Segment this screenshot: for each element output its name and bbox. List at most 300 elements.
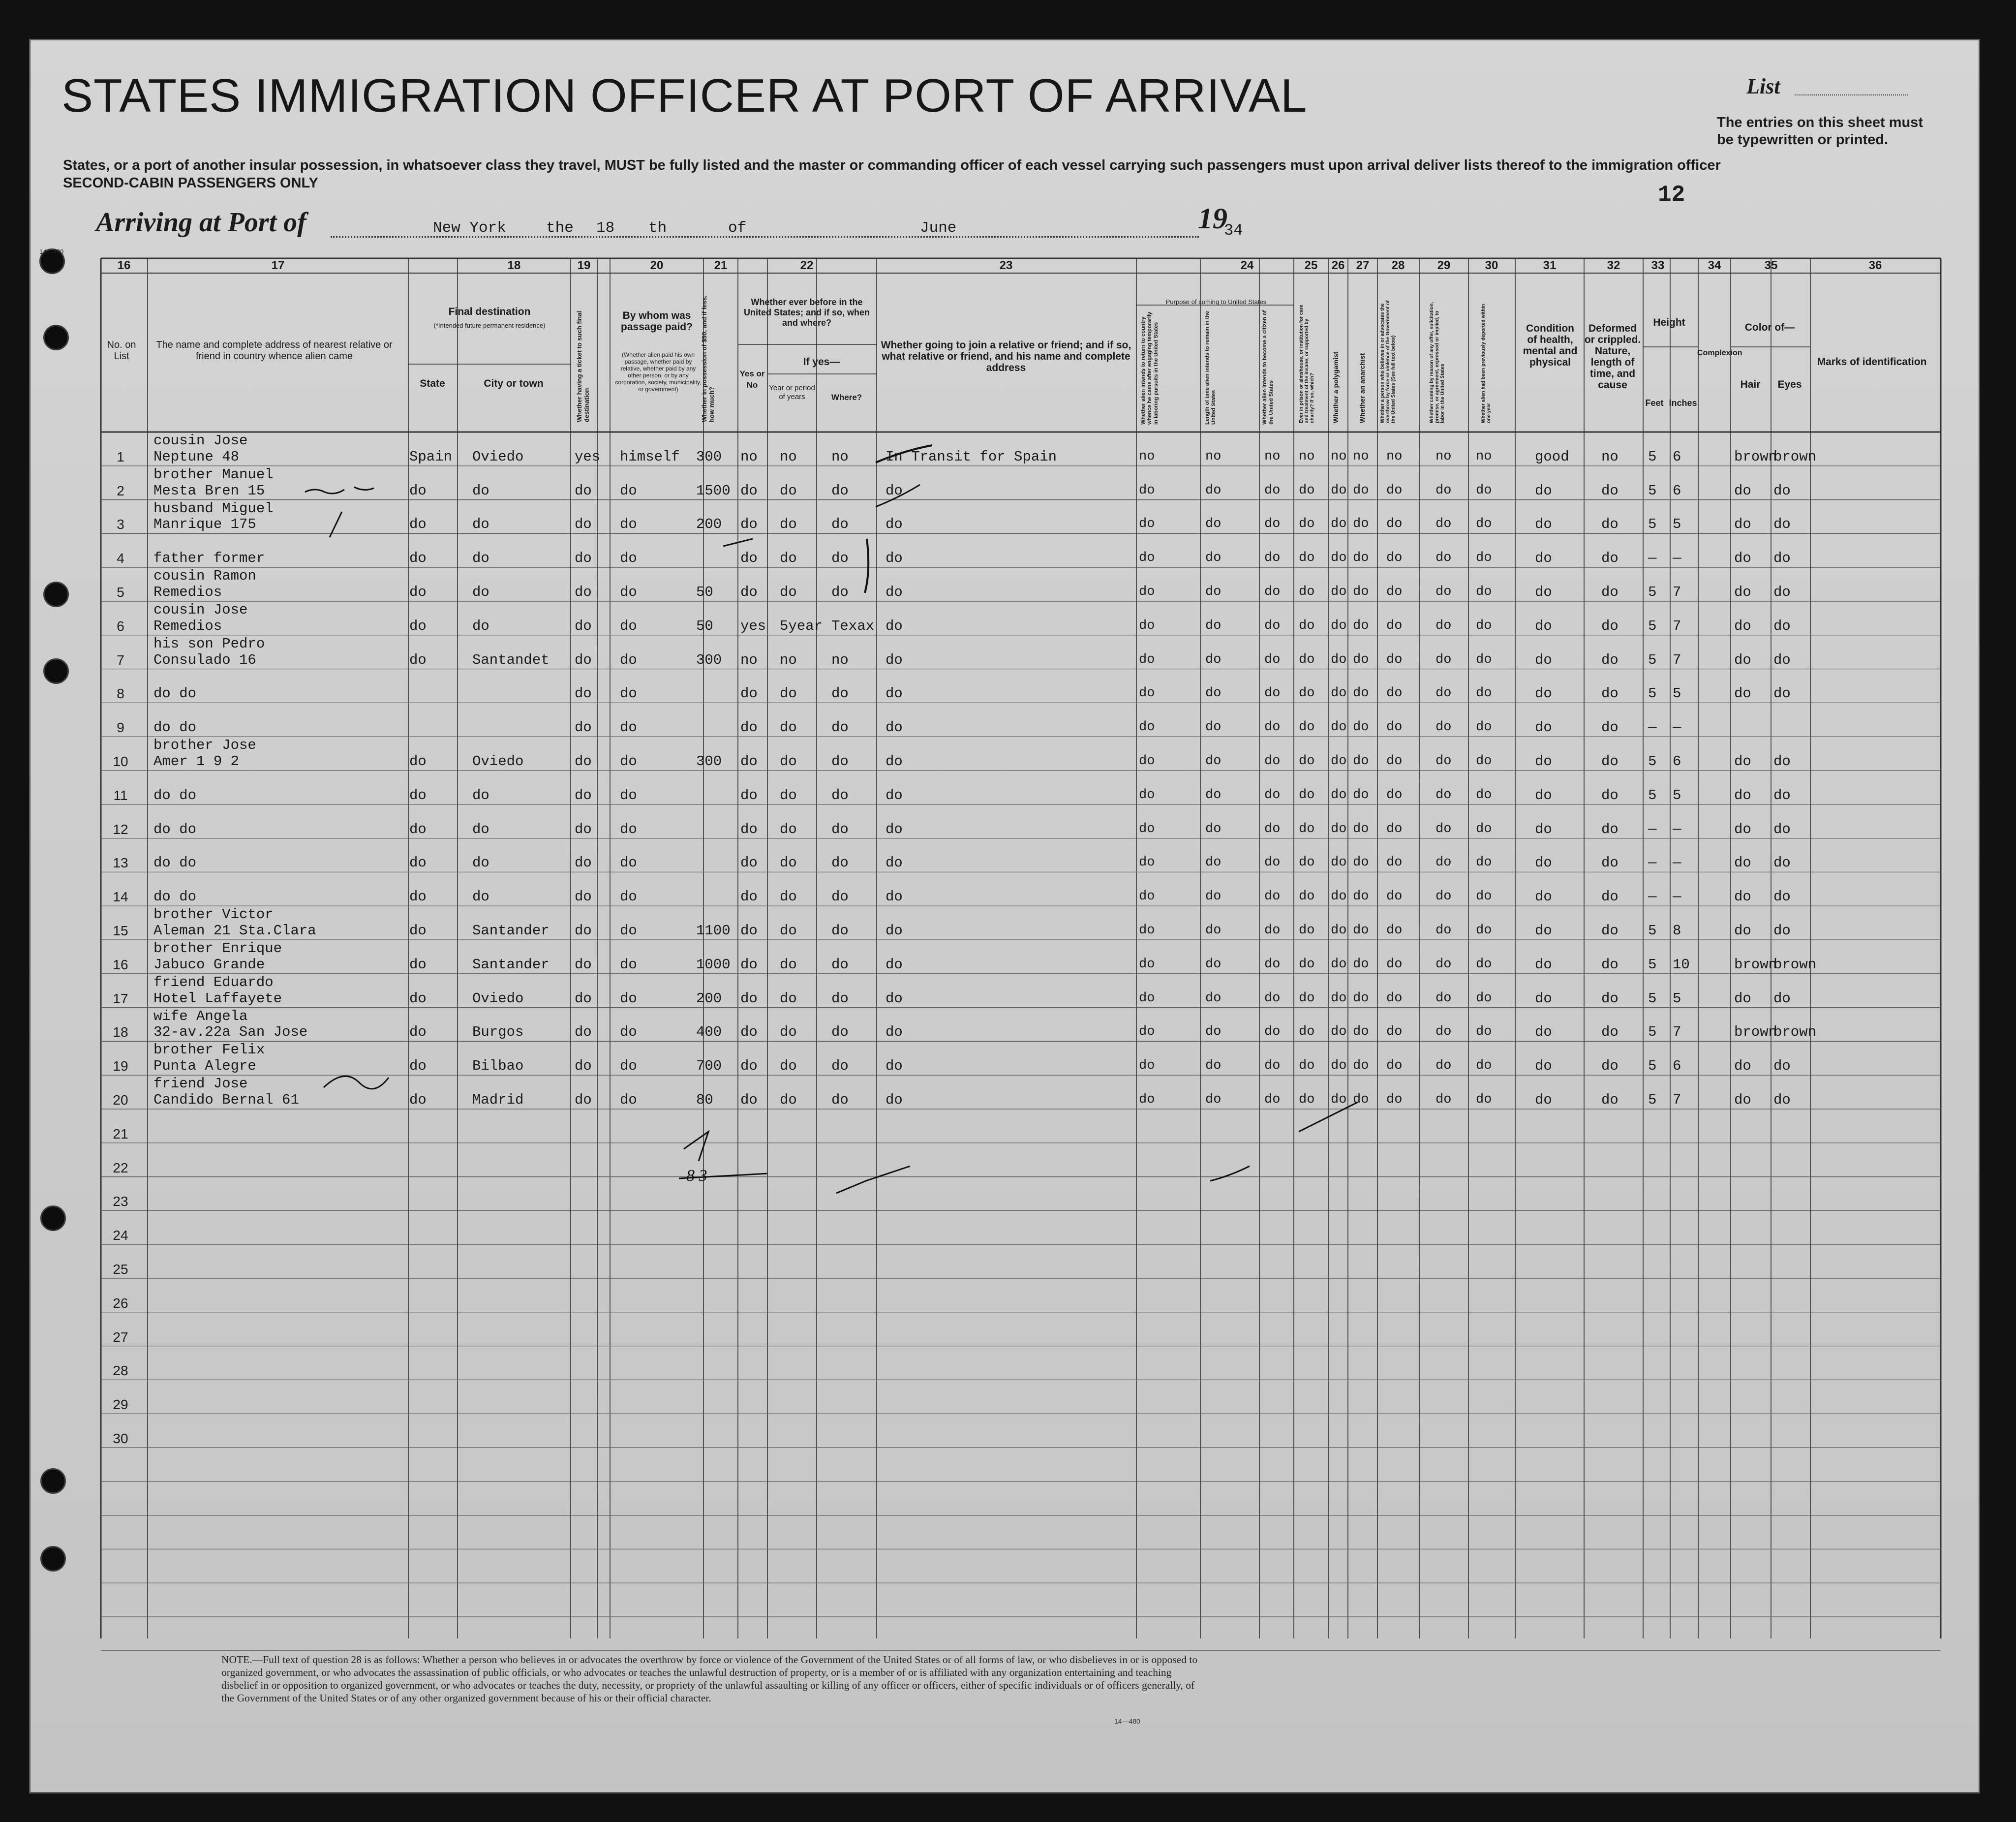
header-ticket: Whether having a ticket to such final destination: [576, 310, 590, 422]
cell-in: 6: [1673, 448, 1681, 465]
cell-deformed: do: [1601, 1024, 1619, 1041]
cell-city: Oviedo: [472, 753, 524, 770]
cell-ft: 5: [1648, 482, 1657, 499]
cell-p2: do: [1205, 1092, 1222, 1107]
cell-join: do: [886, 482, 903, 499]
cell-paid: himself: [620, 448, 680, 465]
cell-join: do: [886, 787, 903, 803]
cell-deformed: do: [1601, 685, 1619, 702]
cell-ticket: do: [575, 990, 592, 1007]
cell-c26: do: [1331, 618, 1347, 633]
cell-money: 80: [696, 1092, 713, 1108]
cell-hair: do: [1734, 787, 1751, 803]
cell-c27: do: [1353, 754, 1369, 769]
cell-p2: do: [1205, 855, 1222, 870]
cell-join: do: [886, 685, 903, 702]
cell-in: 6: [1673, 1058, 1681, 1075]
cell-p1: do: [1139, 889, 1155, 904]
cell-state: do: [409, 1024, 427, 1041]
row-number: 23: [113, 1194, 128, 1209]
cell-c30: do: [1476, 821, 1492, 836]
cell-yr: do: [780, 821, 797, 837]
cell-paid: do: [620, 821, 637, 837]
cell-c27: do: [1353, 618, 1369, 633]
cell-c30: do: [1476, 652, 1492, 667]
cell-deformed: do: [1601, 651, 1619, 668]
cell-ft: —: [1648, 719, 1657, 736]
cell-yr: no: [780, 651, 797, 668]
subtitle-line: SECOND-CABIN PASSENGERS ONLY: [63, 175, 318, 191]
list-label: List: [1746, 74, 1780, 98]
relative-address: Amer 1 9 2: [153, 753, 240, 770]
relative-name: friend Jose: [153, 1076, 248, 1092]
cell-ticket: do: [575, 618, 592, 634]
cell-eyes: brown: [1773, 956, 1817, 973]
row-number: 19: [113, 1058, 128, 1074]
cell-state: do: [409, 651, 427, 668]
header-purpose-c: Whether alien intends to become a citizen of the United States: [1262, 310, 1274, 425]
cell-c26: do: [1331, 855, 1347, 870]
cell-c28: do: [1386, 585, 1403, 599]
row-number: 21: [113, 1126, 128, 1142]
row-number: 28: [113, 1363, 128, 1379]
cell-p2: do: [1205, 754, 1222, 769]
cell-eyes: brown: [1773, 1024, 1817, 1041]
cell-state: do: [409, 855, 427, 871]
cell-c27: do: [1353, 483, 1369, 498]
cell-p1: do: [1139, 686, 1155, 701]
column-number: 26: [1331, 259, 1345, 272]
header-no-on-list: No. on List: [107, 340, 136, 362]
column-number: 25: [1304, 259, 1318, 272]
cell-hair: do: [1734, 685, 1751, 702]
cell-health: do: [1535, 685, 1552, 702]
cell-c25: do: [1299, 889, 1315, 904]
cell-ft: —: [1648, 855, 1657, 871]
cell-hair: brown: [1734, 1024, 1777, 1041]
cell-where: do: [831, 923, 849, 939]
cell-paid: do: [620, 516, 637, 533]
cell-ft: 5: [1648, 923, 1657, 939]
header-q30: Whether alien had been previously deported within one year: [1481, 304, 1492, 423]
cell-p3: do: [1264, 923, 1281, 938]
cell-p3: do: [1264, 855, 1281, 870]
cell-yr: do: [780, 482, 797, 499]
cell-c28: do: [1386, 652, 1403, 667]
cell-city: do: [472, 889, 489, 905]
cell-p3: do: [1264, 551, 1281, 566]
cell-where: do: [831, 990, 849, 1007]
cell-yn: do: [740, 719, 758, 736]
cell-c25: do: [1299, 787, 1315, 803]
relative-address: Remedios: [153, 584, 222, 600]
cell-c26: do: [1331, 483, 1347, 498]
cell-c28: do: [1386, 821, 1403, 836]
cell-paid: do: [620, 1092, 637, 1108]
cell-c28: do: [1386, 1092, 1403, 1107]
cell-state: do: [409, 482, 427, 499]
cell-city: do: [472, 584, 489, 600]
relative-name: husband Miguel: [153, 500, 274, 517]
svg-text:8 3: 8 3: [686, 1167, 707, 1185]
cell-c27: do: [1353, 551, 1369, 566]
cell-p3: do: [1264, 686, 1281, 701]
port-value: New York: [433, 219, 506, 237]
cell-eyes: do: [1773, 753, 1791, 770]
row-number: 7: [117, 652, 124, 668]
cell-deformed: do: [1601, 855, 1619, 871]
cell-deformed: do: [1601, 482, 1619, 499]
row-number: 2: [117, 483, 124, 498]
cell-in: 6: [1673, 753, 1681, 770]
cell-join: do: [886, 651, 903, 668]
cell-join: do: [886, 1092, 903, 1108]
cell-c28: do: [1386, 957, 1403, 972]
cell-health: do: [1535, 584, 1552, 600]
cell-c27: do: [1353, 720, 1369, 735]
cell-p2: do: [1205, 889, 1222, 904]
cell-ft: 5: [1648, 1092, 1657, 1108]
cell-yn: do: [740, 516, 758, 533]
cell-c26: do: [1331, 889, 1347, 904]
relative-address: 32-av.22a San Jose: [153, 1024, 308, 1041]
cell-c26: do: [1331, 585, 1347, 599]
cell-c29: do: [1436, 551, 1452, 566]
footnote-code: 14—480: [1114, 1717, 1140, 1725]
cell-yn: do: [740, 1024, 758, 1041]
cell-ticket: do: [575, 787, 592, 803]
cell-hair: do: [1734, 584, 1751, 600]
cell-city: do: [472, 618, 489, 634]
cell-ticket: do: [575, 753, 592, 770]
relative-address: do do: [153, 889, 197, 905]
cell-c27: do: [1353, 821, 1369, 836]
cell-ticket: do: [575, 1092, 592, 1108]
cell-state: do: [409, 787, 427, 803]
cell-p2: do: [1205, 551, 1222, 566]
cell-c29: do: [1436, 990, 1452, 1006]
cell-p3: do: [1264, 517, 1281, 532]
cell-yn: do: [740, 482, 758, 499]
cell-deformed: do: [1601, 923, 1619, 939]
cell-join: do: [886, 753, 903, 770]
cell-c26: do: [1331, 720, 1347, 735]
column-number: 23: [999, 259, 1013, 272]
cell-ft: —: [1648, 550, 1657, 567]
cell-join: do: [886, 618, 903, 634]
cell-eyes: do: [1773, 889, 1791, 905]
cell-join: do: [886, 550, 903, 567]
cell-city: Santander: [472, 923, 550, 939]
column-number: 34: [1708, 259, 1721, 272]
cell-c30: do: [1476, 618, 1492, 633]
column-number: 24: [1240, 259, 1254, 272]
relative-name: cousin Jose: [153, 602, 248, 618]
cell-yr: do: [780, 787, 797, 803]
cell-health: do: [1535, 787, 1552, 803]
cell-in: 7: [1673, 651, 1681, 668]
cell-c30: do: [1476, 1058, 1492, 1074]
cell-in: 6: [1673, 482, 1681, 499]
cell-money: 400: [696, 1024, 722, 1041]
cell-hair: brown: [1734, 448, 1777, 465]
header-height: Height: [1653, 317, 1685, 328]
cell-ticket: do: [575, 1058, 592, 1075]
column-number: 18: [507, 259, 521, 272]
cell-c27: do: [1353, 787, 1369, 803]
cell-p1: do: [1139, 585, 1155, 599]
cell-in: —: [1673, 855, 1681, 871]
cell-where: no: [831, 651, 849, 668]
cell-c29: do: [1436, 855, 1452, 870]
cell-c25: do: [1299, 551, 1315, 566]
row-number: 18: [113, 1024, 128, 1040]
relative-address: do do: [153, 685, 197, 702]
cell-ticket: do: [575, 923, 592, 939]
cell-c25: do: [1299, 720, 1315, 735]
cell-state: do: [409, 753, 427, 770]
cell-yr: do: [780, 719, 797, 736]
relative-name: wife Angela: [153, 1008, 248, 1024]
cell-paid: do: [620, 618, 637, 634]
relative-name: brother Enrique: [153, 940, 282, 957]
cell-yr: do: [780, 855, 797, 871]
cell-where: do: [831, 584, 849, 600]
cell-city: do: [472, 482, 489, 499]
cell-paid: do: [620, 923, 637, 939]
cell-hair: do: [1734, 855, 1751, 871]
cell-money: 50: [696, 618, 713, 634]
cell-in: 10: [1673, 956, 1690, 973]
cell-p3: do: [1264, 889, 1281, 904]
cell-ft: 5: [1648, 516, 1657, 533]
year-suffix: 34: [1224, 221, 1243, 240]
cell-c26: no: [1331, 449, 1347, 464]
cell-hair: do: [1734, 923, 1751, 939]
cell-c28: do: [1386, 517, 1403, 532]
header-passage-paid: By whom was passage paid?: [621, 310, 693, 333]
cell-yn: yes: [740, 618, 766, 634]
row-number: 27: [113, 1329, 128, 1345]
relative-name: brother Felix: [153, 1042, 265, 1058]
relative-address: father former: [153, 550, 265, 567]
row-number: 8: [117, 686, 124, 702]
cell-money: 1500: [696, 482, 731, 499]
cell-join: do: [886, 1024, 903, 1041]
cell-yn: do: [740, 685, 758, 702]
row-number: 13: [113, 855, 128, 871]
row-number: 17: [113, 990, 128, 1006]
cell-ticket: do: [575, 1024, 592, 1041]
cell-city: Oviedo: [472, 990, 524, 1007]
cell-c26: do: [1331, 990, 1347, 1006]
cell-p1: do: [1139, 652, 1155, 667]
cell-join: do: [886, 1058, 903, 1075]
cell-state: do: [409, 923, 427, 939]
cell-yn: do: [740, 821, 758, 837]
relative-address: Consulado 16: [153, 651, 256, 668]
cell-deformed: do: [1601, 1058, 1619, 1075]
cell-ticket: do: [575, 584, 592, 600]
cell-paid: do: [620, 753, 637, 770]
relative-name: brother Victor: [153, 906, 274, 923]
cell-money: 50: [696, 584, 713, 600]
cell-paid: do: [620, 787, 637, 803]
cell-yr: 5year: [780, 618, 823, 634]
cell-ft: 5: [1648, 753, 1657, 770]
cell-eyes: do: [1773, 1058, 1791, 1075]
cell-c28: do: [1386, 1024, 1403, 1040]
relative-address: do do: [153, 719, 197, 736]
cell-ft: —: [1648, 889, 1657, 905]
cell-where: do: [831, 1092, 849, 1108]
cell-p3: do: [1264, 483, 1281, 498]
cell-c26: do: [1331, 787, 1347, 803]
cell-p3: do: [1264, 821, 1281, 836]
cell-health: do: [1535, 923, 1552, 939]
cell-yn: do: [740, 1058, 758, 1075]
cell-p1: do: [1139, 855, 1155, 870]
cell-c28: do: [1386, 990, 1403, 1006]
relative-address: do do: [153, 821, 197, 837]
cell-city: Santander: [472, 956, 550, 973]
cell-join: do: [886, 990, 903, 1007]
cell-where: do: [831, 516, 849, 533]
cell-eyes: do: [1773, 584, 1791, 600]
cell-p2: do: [1205, 585, 1222, 599]
cell-hair: do: [1734, 1058, 1751, 1075]
cell-health: do: [1535, 990, 1552, 1007]
cell-c27: do: [1353, 652, 1369, 667]
cell-p2: do: [1205, 720, 1222, 735]
header-money: Whether in possession of $50, and if less, how much?: [701, 295, 715, 422]
cell-yr: do: [780, 923, 797, 939]
footnote: NOTE.—Full text of question 28 is as follows: Whether a person who believes in or advocates the overthrow by force or violence of the Government of the United States or of all forms of law, or who disbelieves in or is opposed to organized government, or who advocates the assassination of public officials, or who advocates or teaches the unlawful destruction of property, or is a member of or is affiliated with any organization entertaining and teaching disbelief in or opposition to organized government, or who advocates or teaches the duty, necessity, or propriety of the unlawful assaulting or killing of any officer or officers, either of specific individuals or of officers generally, of the Government of the United States or of any other organized government because of his or their official character.: [221, 1654, 1198, 1704]
header-inches: Inches: [1669, 398, 1697, 408]
cell-money: 1000: [696, 956, 731, 973]
cell-c30: do: [1476, 585, 1492, 599]
cell-where: do: [831, 787, 849, 803]
header-q29: Whether coming by reason of any offer, solicitation, promise, or agreement, expressed or implied, to labor in the United States: [1429, 302, 1445, 423]
cell-eyes: do: [1773, 990, 1791, 1007]
cell-c28: no: [1386, 449, 1403, 464]
cell-state: do: [409, 956, 427, 973]
cell-c25: do: [1299, 855, 1315, 870]
relative-address: Remedios: [153, 618, 222, 634]
cell-deformed: do: [1601, 516, 1619, 533]
cell-c30: do: [1476, 855, 1492, 870]
cell-city: do: [472, 855, 489, 871]
cell-paid: do: [620, 1024, 637, 1041]
cell-p1: do: [1139, 957, 1155, 972]
cell-city: Madrid: [472, 1092, 524, 1108]
cell-yr: do: [780, 753, 797, 770]
cell-yn: do: [740, 787, 758, 803]
row-number: 16: [113, 957, 128, 972]
header-city: City or town: [484, 378, 544, 389]
cell-in: 7: [1673, 618, 1681, 634]
cell-state: Spain: [409, 448, 453, 465]
cell-p1: no: [1139, 449, 1155, 464]
cell-yn: do: [740, 550, 758, 567]
cell-c30: do: [1476, 720, 1492, 735]
cell-c26: do: [1331, 652, 1347, 667]
cell-state: do: [409, 516, 427, 533]
cell-c28: do: [1386, 551, 1403, 566]
cell-c29: do: [1436, 618, 1452, 633]
cell-p1: do: [1139, 618, 1155, 633]
cell-where: Texax: [831, 618, 875, 634]
cell-ft: 5: [1648, 651, 1657, 668]
cell-health: do: [1535, 821, 1552, 837]
cell-c30: do: [1476, 551, 1492, 566]
relative-address: Punta Alegre: [153, 1058, 256, 1075]
cell-c26: do: [1331, 517, 1347, 532]
relative-name: friend Eduardo: [153, 974, 274, 990]
cell-c27: do: [1353, 923, 1369, 938]
cell-c29: do: [1436, 821, 1452, 836]
cell-c28: do: [1386, 889, 1403, 904]
cell-p1: do: [1139, 754, 1155, 769]
cell-state: do: [409, 550, 427, 567]
row-number: 10: [113, 754, 128, 769]
cell-where: do: [831, 956, 849, 973]
cell-eyes: do: [1773, 651, 1791, 668]
cell-hair: brown: [1734, 956, 1777, 973]
cell-p3: do: [1264, 585, 1281, 599]
cell-eyes: do: [1773, 516, 1791, 533]
cell-health: do: [1535, 550, 1552, 567]
cell-p2: do: [1205, 787, 1222, 803]
cell-health: do: [1535, 956, 1552, 973]
row-number: 11: [113, 787, 128, 803]
cell-c25: do: [1299, 517, 1315, 532]
column-number: 20: [650, 259, 664, 272]
cell-p1: do: [1139, 990, 1155, 1006]
relative-address: do do: [153, 787, 197, 803]
cell-c29: do: [1436, 889, 1452, 904]
cell-where: do: [831, 719, 849, 736]
cell-p2: do: [1205, 1024, 1222, 1040]
cell-yr: do: [780, 584, 797, 600]
cell-ft: 5: [1648, 1024, 1657, 1041]
cell-health: do: [1535, 719, 1552, 736]
row-number: 30: [113, 1431, 128, 1446]
cell-in: 7: [1673, 1092, 1681, 1108]
cell-yr: do: [780, 550, 797, 567]
cell-state: do: [409, 889, 427, 905]
cell-c30: do: [1476, 787, 1492, 803]
cell-c27: do: [1353, 1058, 1369, 1074]
cell-c29: no: [1436, 449, 1452, 464]
cell-c29: do: [1436, 1058, 1452, 1074]
cell-c30: do: [1476, 990, 1492, 1006]
cell-ft: 5: [1648, 787, 1657, 803]
cell-c28: do: [1386, 618, 1403, 633]
cell-join: do: [886, 821, 903, 837]
cell-eyes: do: [1773, 685, 1791, 702]
cell-c26: do: [1331, 1058, 1347, 1074]
cell-c27: do: [1353, 957, 1369, 972]
cell-c25: do: [1299, 483, 1315, 498]
cell-hair: do: [1734, 990, 1751, 1007]
cell-paid: do: [620, 584, 637, 600]
cell-join: do: [886, 516, 903, 533]
cell-p1: do: [1139, 821, 1155, 836]
cell-state: do: [409, 618, 427, 634]
cell-in: —: [1673, 889, 1681, 905]
cell-yr: do: [780, 1058, 797, 1075]
